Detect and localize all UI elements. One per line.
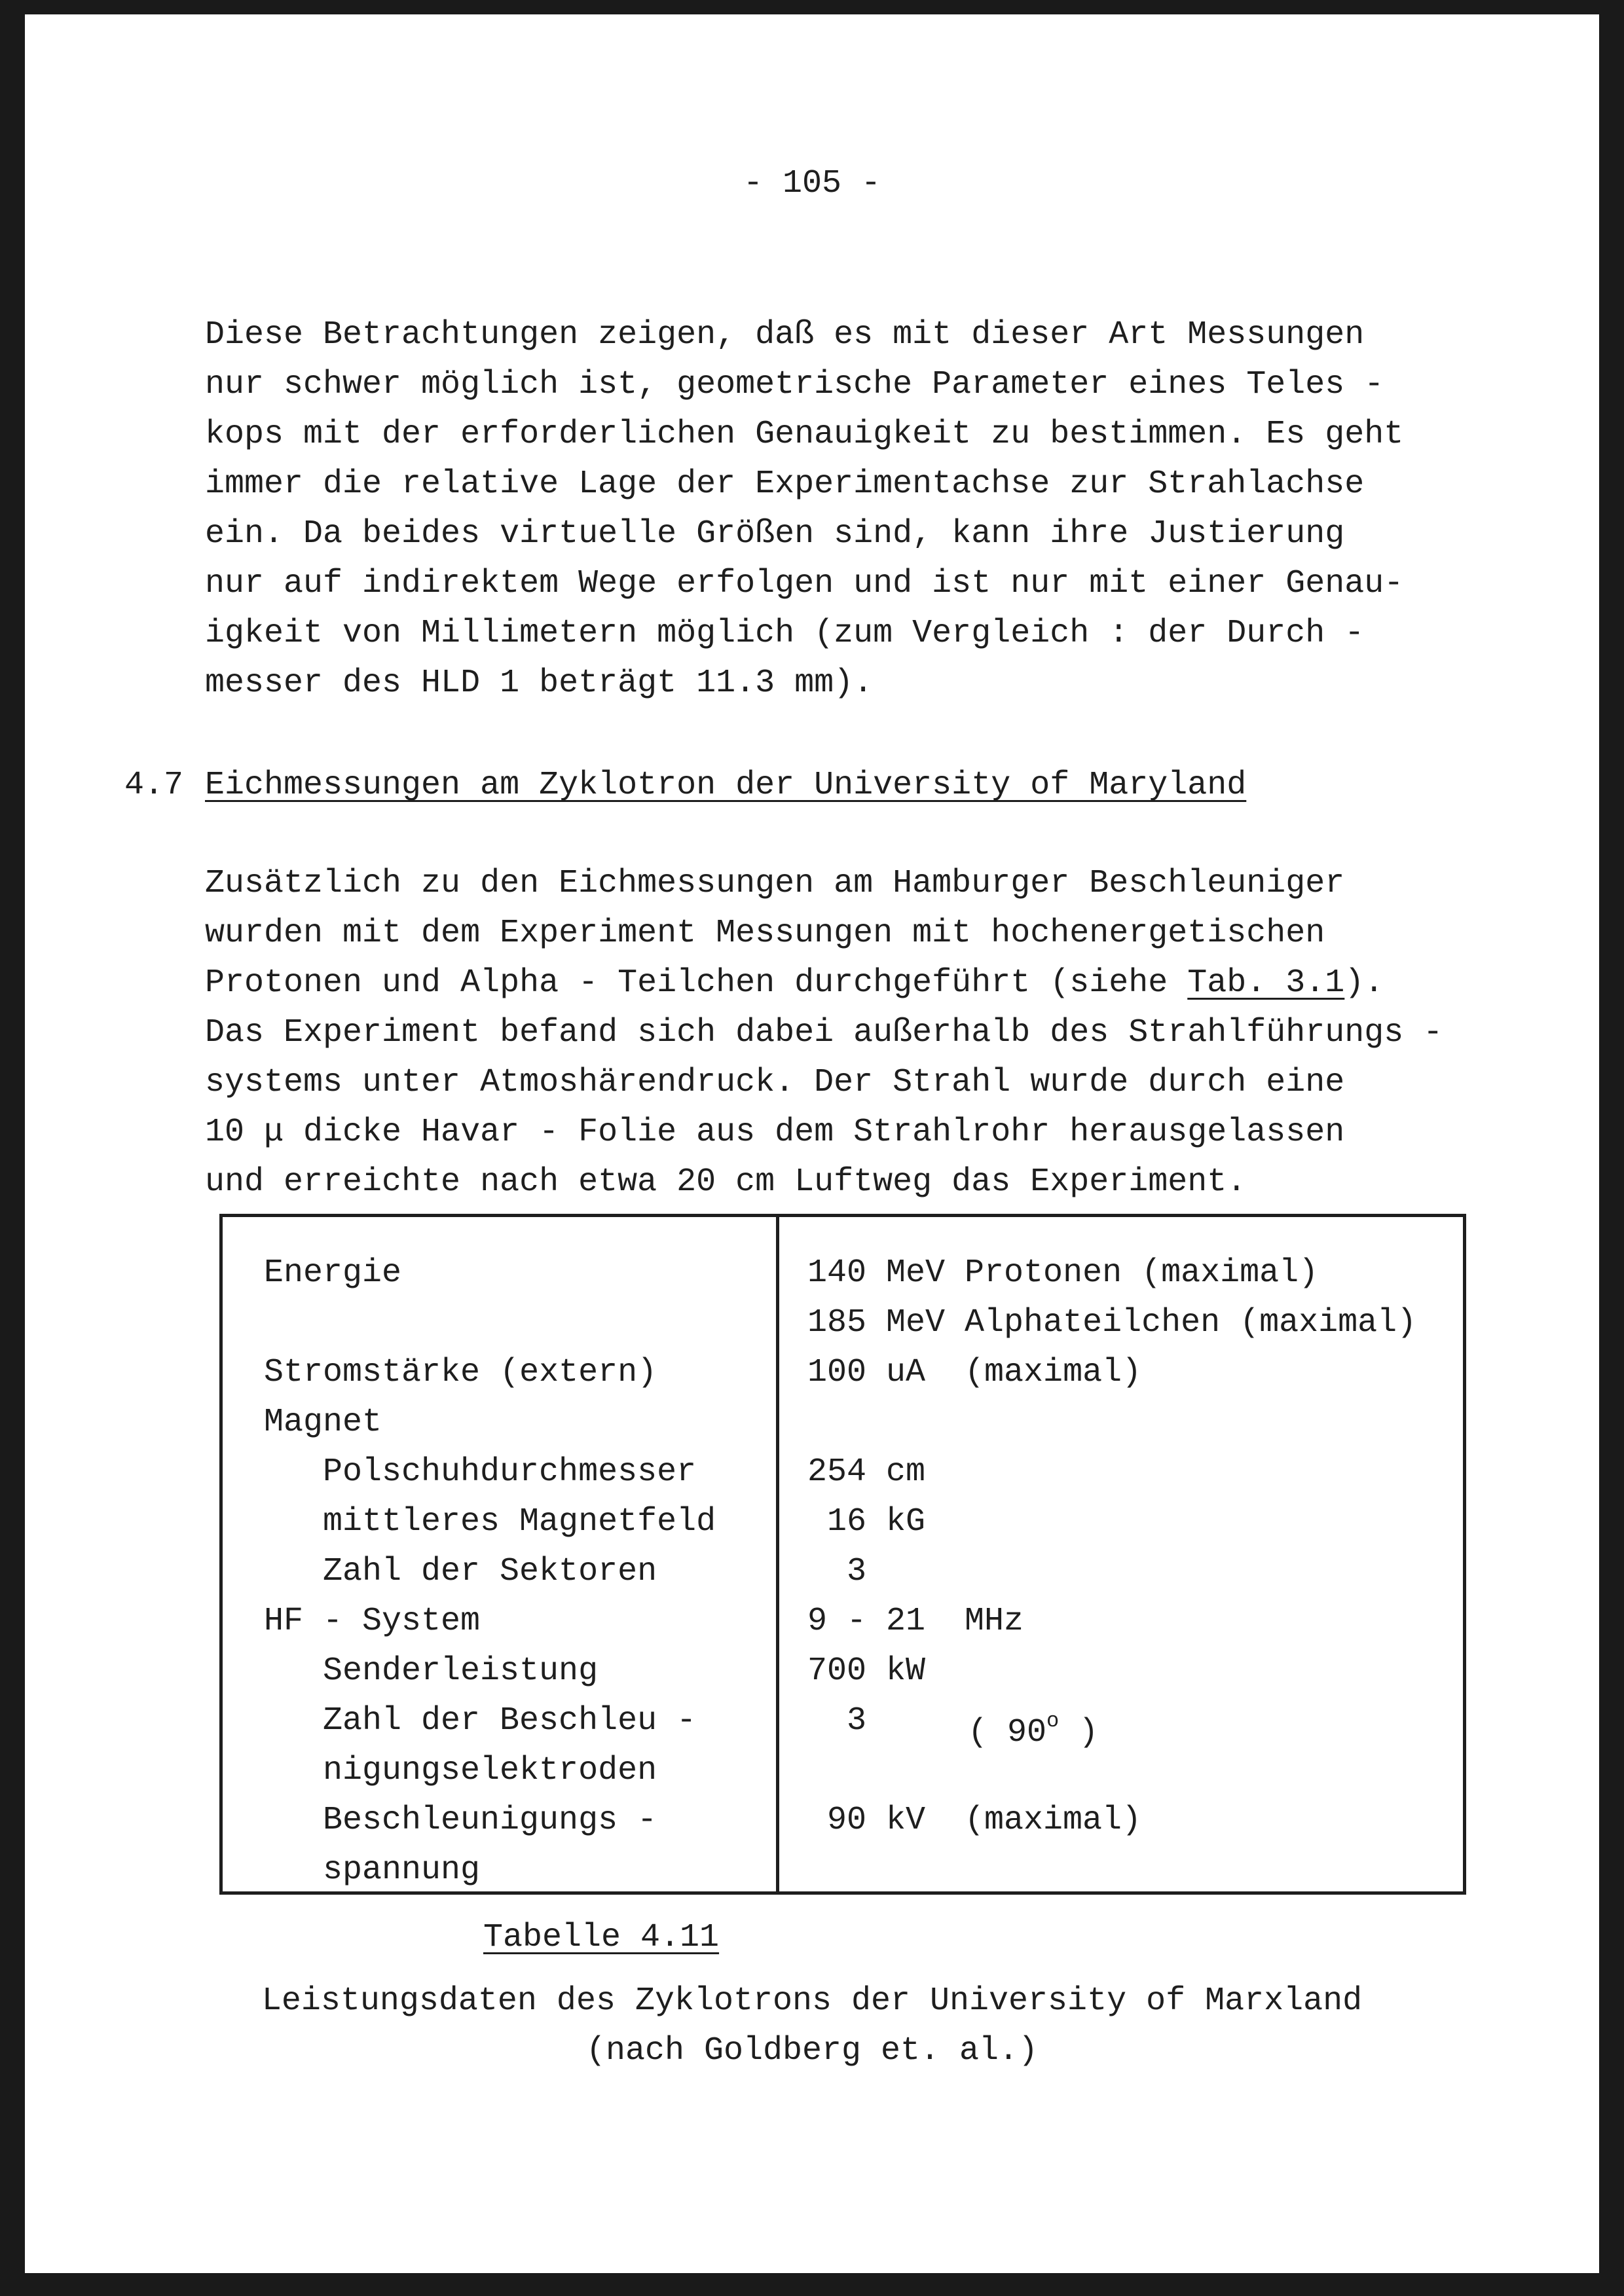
table-value-pole-diameter: 254 cm (807, 1453, 926, 1491)
table-label-stromstaerke: Stromstärke (extern) (264, 1354, 657, 1391)
table-value-sectors: 3 (847, 1553, 867, 1590)
table-label-sektoren: Zahl der Sektoren (323, 1553, 657, 1590)
table-caption-title: Tabelle 4.11 (483, 1919, 720, 1956)
section-title: Eichmessungen am Zyklotron der University of Maryland (205, 767, 1247, 804)
paragraph-line: und erreichte nach etwa 20 cm Luftweg das Experiment. (205, 1163, 1247, 1201)
table-label-senderleistung: Senderleistung (323, 1652, 599, 1690)
section-number: 4.7 (124, 767, 184, 804)
angle-open: ( 90 (968, 1714, 1047, 1751)
table-label-polschuh: Polschuhdurchmesser (323, 1453, 697, 1491)
table-column-divider (776, 1214, 779, 1895)
table-value-voltage-unit: kV (maximal) (886, 1802, 1142, 1839)
paragraph-text: ). (1344, 964, 1384, 1002)
table-value-current: 100 uA (maximal) (807, 1354, 1142, 1391)
table-value-power: 700 kW (807, 1652, 926, 1690)
paragraph-line: systems unter Atmoshärendruck. Der Strahl wurde durch eine (205, 1064, 1345, 1101)
table-value-electrode-angle (968, 1696, 1098, 1758)
table-label-energie: Energie (264, 1254, 402, 1292)
paragraph-line: wurden mit dem Experiment Messungen mit hochenergetischen (205, 915, 1325, 952)
degree-mark: o (1046, 1709, 1060, 1733)
angle-close: ) (1059, 1714, 1099, 1751)
table-label-hf-system: HF - System (264, 1603, 481, 1640)
table-value-electrodes: 3 (847, 1702, 867, 1740)
table-label-magnet: Magnet (264, 1404, 382, 1441)
paragraph-text: Protonen und Alpha - Teilchen durchgeführt (siehe (205, 964, 1188, 1002)
table-value-energy-protons: 140 MeV Protonen (maximal) (807, 1254, 1319, 1292)
document-page (25, 14, 1599, 2273)
table-caption-line-1: Leistungsdaten des Zyklotrons der University of Marxland (261, 1982, 1363, 2020)
table-reference-link[interactable]: Tab. 3.1 (1187, 964, 1345, 1002)
table-label-beschleunigung-2: nigungselektroden (323, 1752, 657, 1789)
paragraph-line: Zusätzlich zu den Eichmessungen am Hamburger Beschleuniger (205, 865, 1345, 902)
paragraph-line: Das Experiment befand sich dabei außerhalb des Strahlführungs - (205, 1014, 1443, 1051)
table-label-spannung-1: Beschleunigungs - (323, 1802, 657, 1839)
paragraph-line: nur schwer möglich ist, geometrische Parameter eines Teles - (205, 366, 1384, 403)
table-value-field-unit: kG (886, 1503, 926, 1540)
paragraph-line: ein. Da beides virtuelle Größen sind, kann ihre Justierung (205, 515, 1345, 553)
paragraph-line: messer des HLD 1 beträgt 11.3 mm). (205, 665, 874, 702)
paragraph-line: nur auf indirektem Wege erfolgen und ist nur mit einer Genau- (205, 565, 1404, 602)
paragraph-line: kops mit der erforderlichen Genauigkeit zu bestimmen. Es geht (205, 416, 1404, 453)
table-caption-line-2: (nach Goldberg et. al.) (585, 2032, 1039, 2069)
table-label-spannung-2: spannung (323, 1851, 481, 1889)
table-value-hf-range: 9 - 21 MHz (807, 1603, 1024, 1640)
table-value-energy-alpha: 185 MeV Alphateilchen (maximal) (807, 1304, 1417, 1341)
table-label-magnetfeld: mittleres Magnetfeld (323, 1503, 716, 1540)
page-number: - 105 - (743, 165, 881, 202)
paragraph-line: immer die relative Lage der Experimentachse zur Strahlachse (205, 465, 1365, 503)
table-label-beschleunigung-1: Zahl der Beschleu - (323, 1702, 697, 1740)
table-value-voltage: 90 (827, 1802, 867, 1839)
paragraph-line: 10 μ dicke Havar - Folie aus dem Strahlrohr herausgelassen (205, 1114, 1345, 1151)
paragraph-line: Diese Betrachtungen zeigen, daß es mit dieser Art Messungen (205, 316, 1365, 354)
paragraph-line (205, 958, 1384, 1008)
paragraph-line: igkeit von Millimetern möglich (zum Vergleich : der Durch - (205, 615, 1365, 652)
table-value-field: 16 (827, 1503, 867, 1540)
